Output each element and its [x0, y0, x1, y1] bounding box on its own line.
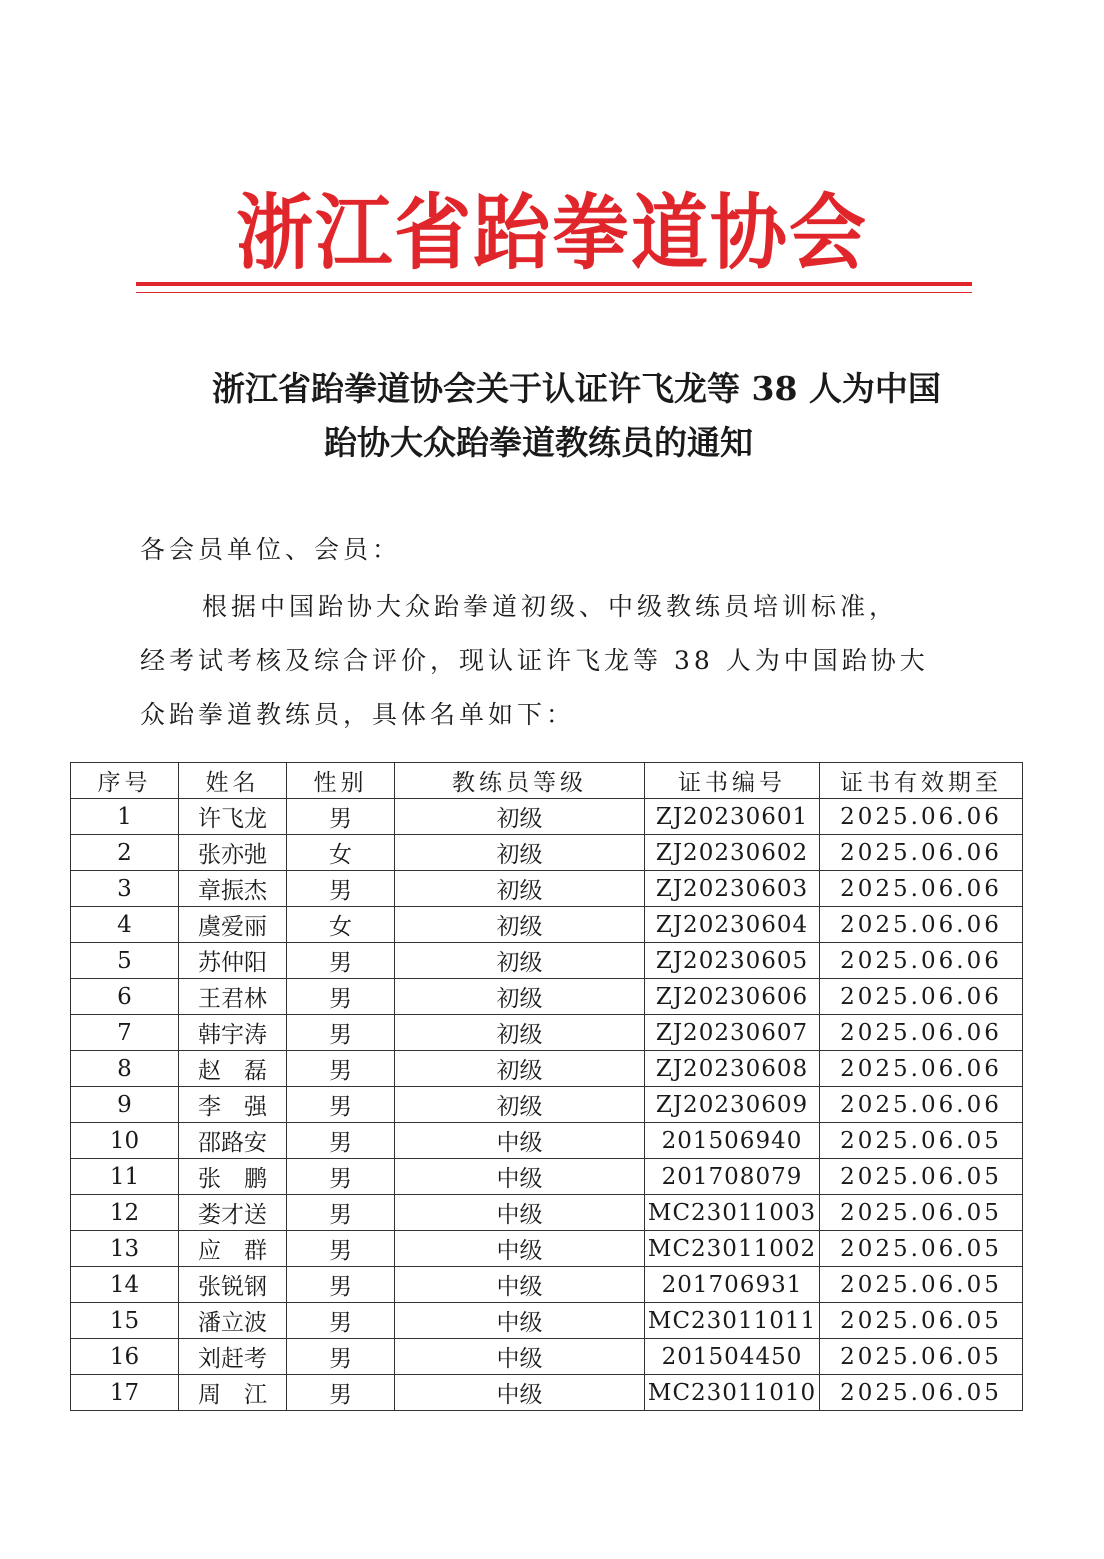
cell-cert-no: 201706931 — [645, 1267, 820, 1303]
cell-level: 初级 — [395, 907, 645, 943]
table-row — [71, 1159, 1023, 1195]
salutation: 各会员单位、会员： — [140, 535, 402, 564]
header-name: 姓名 — [179, 763, 287, 799]
table-row — [71, 799, 1023, 835]
cell-index: 1 — [71, 799, 179, 835]
cell-gender: 男 — [287, 1267, 395, 1303]
cell-cert-no: MC23011002 — [645, 1231, 820, 1267]
cell-gender: 男 — [287, 1231, 395, 1267]
cell-cert-no: ZJ20230609 — [645, 1087, 820, 1123]
cell-cert-no: ZJ20230602 — [645, 835, 820, 871]
cell-index: 6 — [71, 979, 179, 1015]
table-row — [71, 1267, 1023, 1303]
body-line-2: 经考试考核及综合评价，现认证许飞龙等 38 人为中国跆协大 — [140, 646, 929, 675]
cell-gender: 男 — [287, 1087, 395, 1123]
cell-level: 中级 — [395, 1339, 645, 1375]
cell-valid-until: 2025.06.06 — [820, 799, 1023, 835]
table-row — [71, 1375, 1023, 1411]
cell-name: 刘赶考 — [179, 1339, 287, 1375]
cell-index: 16 — [71, 1339, 179, 1375]
cell-level: 初级 — [395, 1087, 645, 1123]
cell-name: 王君林 — [179, 979, 287, 1015]
cell-cert-no: MC23011011 — [645, 1303, 820, 1339]
cell-valid-until: 2025.06.05 — [820, 1123, 1023, 1159]
cell-cert-no: 201504450 — [645, 1339, 820, 1375]
cell-valid-until: 2025.06.06 — [820, 907, 1023, 943]
cell-cert-no: 201506940 — [645, 1123, 820, 1159]
cell-name: 张 鹏 — [179, 1159, 287, 1195]
table-row — [71, 1303, 1023, 1339]
cell-cert-no: ZJ20230607 — [645, 1015, 820, 1051]
cell-name: 李 强 — [179, 1087, 287, 1123]
cell-valid-until: 2025.06.05 — [820, 1267, 1023, 1303]
cell-level: 初级 — [395, 1051, 645, 1087]
notice-title — [150, 362, 1020, 470]
cell-valid-until: 2025.06.06 — [820, 1051, 1023, 1087]
cell-valid-until: 2025.06.06 — [820, 1087, 1023, 1123]
cell-cert-no: ZJ20230608 — [645, 1051, 820, 1087]
cell-name: 周 江 — [179, 1375, 287, 1411]
letterhead-rule-thick — [136, 282, 972, 286]
cell-name: 娄才送 — [179, 1195, 287, 1231]
cell-gender: 男 — [287, 799, 395, 835]
cell-valid-until: 2025.06.06 — [820, 943, 1023, 979]
cell-name: 张亦弛 — [179, 835, 287, 871]
table-row — [71, 871, 1023, 907]
cell-name: 许飞龙 — [179, 799, 287, 835]
cell-name: 张锐钢 — [179, 1267, 287, 1303]
cell-valid-until: 2025.06.05 — [820, 1195, 1023, 1231]
cell-level: 初级 — [395, 835, 645, 871]
cell-index: 15 — [71, 1303, 179, 1339]
cell-cert-no: 201708079 — [645, 1159, 820, 1195]
table-row — [71, 1195, 1023, 1231]
cell-index: 9 — [71, 1087, 179, 1123]
cell-gender: 男 — [287, 1303, 395, 1339]
cell-gender: 男 — [287, 943, 395, 979]
table-row — [71, 1123, 1023, 1159]
table-row — [71, 1087, 1023, 1123]
cell-gender: 男 — [287, 1159, 395, 1195]
cell-name: 苏仲阳 — [179, 943, 287, 979]
cell-cert-no: ZJ20230601 — [645, 799, 820, 835]
cell-level: 中级 — [395, 1267, 645, 1303]
cell-gender: 男 — [287, 1015, 395, 1051]
cell-valid-until: 2025.06.06 — [820, 871, 1023, 907]
cell-gender: 男 — [287, 871, 395, 907]
table-row — [71, 943, 1023, 979]
cell-index: 10 — [71, 1123, 179, 1159]
cell-level: 初级 — [395, 871, 645, 907]
body-line-1: 根据中国跆协大众跆拳道初级、中级教练员培训标准， — [202, 592, 899, 621]
cell-level: 中级 — [395, 1159, 645, 1195]
header-level: 教练员等级 — [395, 763, 645, 799]
cell-level: 中级 — [395, 1123, 645, 1159]
coach-roster-table — [70, 762, 1023, 1411]
cell-index: 4 — [71, 907, 179, 943]
table-row — [71, 1015, 1023, 1051]
notice-title-line1: 浙江省跆拳道协会关于认证许飞龙等 38 人为中国 — [212, 369, 941, 408]
header-index: 序号 — [71, 763, 179, 799]
cell-cert-no: MC23011003 — [645, 1195, 820, 1231]
cell-name: 邵路安 — [179, 1123, 287, 1159]
cell-gender: 男 — [287, 979, 395, 1015]
cell-index: 3 — [71, 871, 179, 907]
cell-valid-until: 2025.06.05 — [820, 1339, 1023, 1375]
cell-cert-no: ZJ20230606 — [645, 979, 820, 1015]
cell-level: 初级 — [395, 979, 645, 1015]
cell-name: 潘立波 — [179, 1303, 287, 1339]
cell-gender: 男 — [287, 1195, 395, 1231]
header-valid-until: 证书有效期至 — [820, 763, 1023, 799]
cell-cert-no: MC23011010 — [645, 1375, 820, 1411]
cell-index: 17 — [71, 1375, 179, 1411]
cell-valid-until: 2025.06.06 — [820, 979, 1023, 1015]
cell-gender: 男 — [287, 1123, 395, 1159]
cell-cert-no: ZJ20230604 — [645, 907, 820, 943]
cell-name: 虞爱丽 — [179, 907, 287, 943]
cell-index: 7 — [71, 1015, 179, 1051]
table-row — [71, 1231, 1023, 1267]
cell-level: 初级 — [395, 943, 645, 979]
cell-level: 初级 — [395, 799, 645, 835]
cell-valid-until: 2025.06.05 — [820, 1375, 1023, 1411]
cell-index: 5 — [71, 943, 179, 979]
cell-valid-until: 2025.06.06 — [820, 835, 1023, 871]
table-row — [71, 1339, 1023, 1375]
table-row — [71, 1051, 1023, 1087]
cell-level: 中级 — [395, 1195, 645, 1231]
table-row — [71, 835, 1023, 871]
cell-level: 中级 — [395, 1231, 645, 1267]
cell-gender: 男 — [287, 1339, 395, 1375]
table-header-row — [71, 763, 1023, 799]
cell-level: 中级 — [395, 1375, 645, 1411]
cell-name: 韩宇涛 — [179, 1015, 287, 1051]
cell-valid-until: 2025.06.05 — [820, 1231, 1023, 1267]
cell-level: 初级 — [395, 1015, 645, 1051]
cell-index: 13 — [71, 1231, 179, 1267]
cell-cert-no: ZJ20230605 — [645, 943, 820, 979]
cell-name: 章振杰 — [179, 871, 287, 907]
cell-index: 8 — [71, 1051, 179, 1087]
table-row — [71, 979, 1023, 1015]
cell-index: 2 — [71, 835, 179, 871]
cell-gender: 女 — [287, 835, 395, 871]
header-cert-no: 证书编号 — [645, 763, 820, 799]
cell-valid-until: 2025.06.05 — [820, 1303, 1023, 1339]
cell-index: 11 — [71, 1159, 179, 1195]
cell-index: 12 — [71, 1195, 179, 1231]
cell-gender: 女 — [287, 907, 395, 943]
cell-cert-no: ZJ20230603 — [645, 871, 820, 907]
cell-name: 赵 磊 — [179, 1051, 287, 1087]
cell-name: 应 群 — [179, 1231, 287, 1267]
notice-title-line2: 跆协大众跆拳道教练员的通知 — [324, 423, 753, 462]
cell-level: 中级 — [395, 1303, 645, 1339]
cell-valid-until: 2025.06.06 — [820, 1015, 1023, 1051]
letterhead-org-name: 浙江省跆拳道协会 — [236, 186, 868, 281]
cell-gender: 男 — [287, 1375, 395, 1411]
body-paragraph — [140, 580, 970, 742]
cell-valid-until: 2025.06.05 — [820, 1159, 1023, 1195]
body-line-3: 众跆拳道教练员，具体名单如下： — [140, 700, 576, 729]
table-row — [71, 907, 1023, 943]
letterhead-rule-thin — [136, 292, 972, 293]
cell-index: 14 — [71, 1267, 179, 1303]
header-gender: 性别 — [287, 763, 395, 799]
cell-gender: 男 — [287, 1051, 395, 1087]
